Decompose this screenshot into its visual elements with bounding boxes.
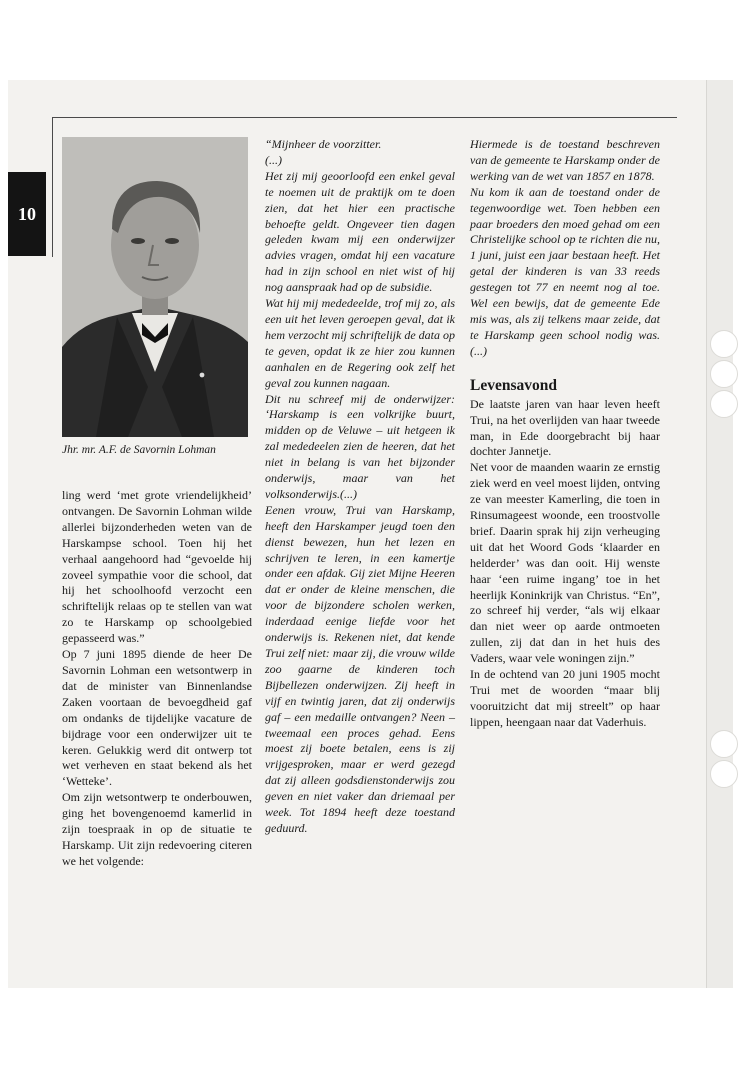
binder-hole xyxy=(710,330,738,358)
paragraph: Dit nu schreef mij de onderwijzer: ‘Harskamp is een volkrijke buurt, midden op de Veluwe – uit hetgeen ik zal mededeelen zien de heeren, dat het niet in belang is van het bijzonder onderwijs, maar van het volksonderwijs.(...) xyxy=(265,391,455,501)
paragraph: Het zij mij geoorloofd een enkel geval te noemen uit de praktijk om te doen zien, dat het hier een practische behoefte geldt. Ongeveer tien dagen geleden kwam mij een onderwijzer advies vragen, omdat hij een vacature had in zijn school en niet wist of hij nog aanspraak had op de subsidie. xyxy=(265,168,455,295)
paragraph: Net voor de maanden waarin ze ernstig ziek werd en veel moest lijden, ontving ze van meester Kamerling, die toen in Rinsumageest woonde, een troostvolle brief. Daarin sprak hij zijn verheuging uit dat het Woord Gods ‘klaarder en helderder’ was dan ooit. Hij wenste haar ‘een ruime ingang’ toe in het heerlijk Koninkrijk van Christus. “En”, zo schreef hij verder, “als wij elkaar dan niet weer op aarde ontmoeten zullen, zij dat dan in het huis des Vaders, waar vele woningen zijn.” xyxy=(470,460,660,666)
paragraph: Op 7 juni 1895 diende de heer De Savornin Lohman een wetsontwerp in dat de minister van Binnenlandse Zaken voortaan de bevoegdheid gaf om ondanks de tijdelijke vacature de bijdrage voor een onderwijzer uit te keren. Gelukkig werd dit ontwerp tot wet verheven en staat bekend als het ‘Wetteke’. xyxy=(62,647,252,789)
photo-caption: Jhr. mr. A.F. de Savornin Lohman xyxy=(62,444,216,456)
paragraph: “Mijnheer de voorzitter. xyxy=(265,137,382,151)
paragraph: De laatste jaren van haar leven heeft Trui, na het overlijden van haar tweede man, in Ede doorgebracht bij haar dochter Jannetje. xyxy=(470,396,660,459)
paragraph: ling werd ‘met grote vriendelijkheid’ ontvangen. De Savornin Lohman wilde allerlei bijzonderheden weten van de Harskampse school. Toen hij het verhaal aangehoord had “gevoelde hij zoveel sympathie voor die school, dat hij het schoolhoofd verzocht een schriftelijk relaas op te stellen van wat zo te Harskamp op schoolgebied gepasseerd was.” xyxy=(62,488,252,646)
paragraph: (...) xyxy=(265,152,282,167)
binder-hole xyxy=(710,730,738,758)
article-column-1 xyxy=(62,488,252,870)
paragraph: Om zijn wetsontwerp te onderbouwen, ging het bovengenoemd kamerlid in zijn toespraak in op de situatie te Harskamp. Uit zijn redevoering citeren we het volgende: xyxy=(62,790,252,868)
portrait-illustration xyxy=(62,137,248,437)
binder-edge xyxy=(706,80,733,988)
quote-paragraph: Hiermede is de toestand beschreven van de gemeente te Harskamp onder de werking van de wet van 1857 en 1878. xyxy=(470,137,660,183)
binder-hole xyxy=(710,390,738,418)
quote-paragraph: Nu kom ik aan de toestand onder de tegenwoordige wet. Toen hebben een paar broeders den moed gehad om een Christelijke school op te richten die nu, 1 juni, juist een jaar bestaan heeft. Het getal der kinderen is van 33 reeds gestegen tot 77 en neemt nog al toe. Wel een bewijs, dat de gemeente Ede mis was, als zij telkens maar zeide, dat te Harskamp geen school nodig was. (...) xyxy=(470,184,660,358)
article-column-3 xyxy=(470,137,660,731)
frame-rule-top xyxy=(52,117,677,118)
binder-hole xyxy=(710,760,738,788)
page-number: 10 xyxy=(18,203,36,224)
portrait-photo xyxy=(62,137,248,437)
frame-rule-left xyxy=(52,117,53,257)
binder-hole xyxy=(710,360,738,388)
page-number-tab xyxy=(8,172,46,256)
paragraph: Wat hij mij mededeelde, trof mij zo, als een uit het leven geroepen geval, dat ik hem verzocht mij schriftelijk de data op te geven, opdat ik ze hier zou kunnen aanhalen en de Regering ook zelf het geval zou kunnen nagaan. xyxy=(265,296,455,390)
paragraph: Eenen vrouw, Trui van Harskamp, heeft den Harskamper jeugd toen den dienst bewezen, hun het lezen en schrijven te leren, in een kamertje onder een afdak. Gij ziet Mijne Heeren dat er onder de kleine menschen, die voor de bijzondere scholen werken, inderdaad eenige liefde voor het onderwijs is. Rekenen niet, dat kende Trui zelf niet: maar zij, die vrouw wilde zoo gaarne de kinderen toch Bijbellezen onderwijzen. Zij heeft in vijf en twintig jaren, dat zij onderwijs gaf – een medaille ontvangen? Neen – tweemaal een proces gehad. Eens moest zij boete betalen, eens is zij vrijgesproken, maar er werd gezegd dat zij alleen godsdienstonderwijs zou geven en niet vaker dan driemaal per week. Tot 1894 heeft deze toestand geduurd. xyxy=(265,502,455,835)
paragraph: In de ochtend van 20 juni 1905 mocht Trui met de woorden “maar blij vooruitzicht dat mij streelt” op haar lippen, heengaan naar dat Vaderhuis. xyxy=(470,667,660,729)
section-heading: Levensavond xyxy=(470,376,557,394)
article-column-2-quote xyxy=(265,137,455,837)
